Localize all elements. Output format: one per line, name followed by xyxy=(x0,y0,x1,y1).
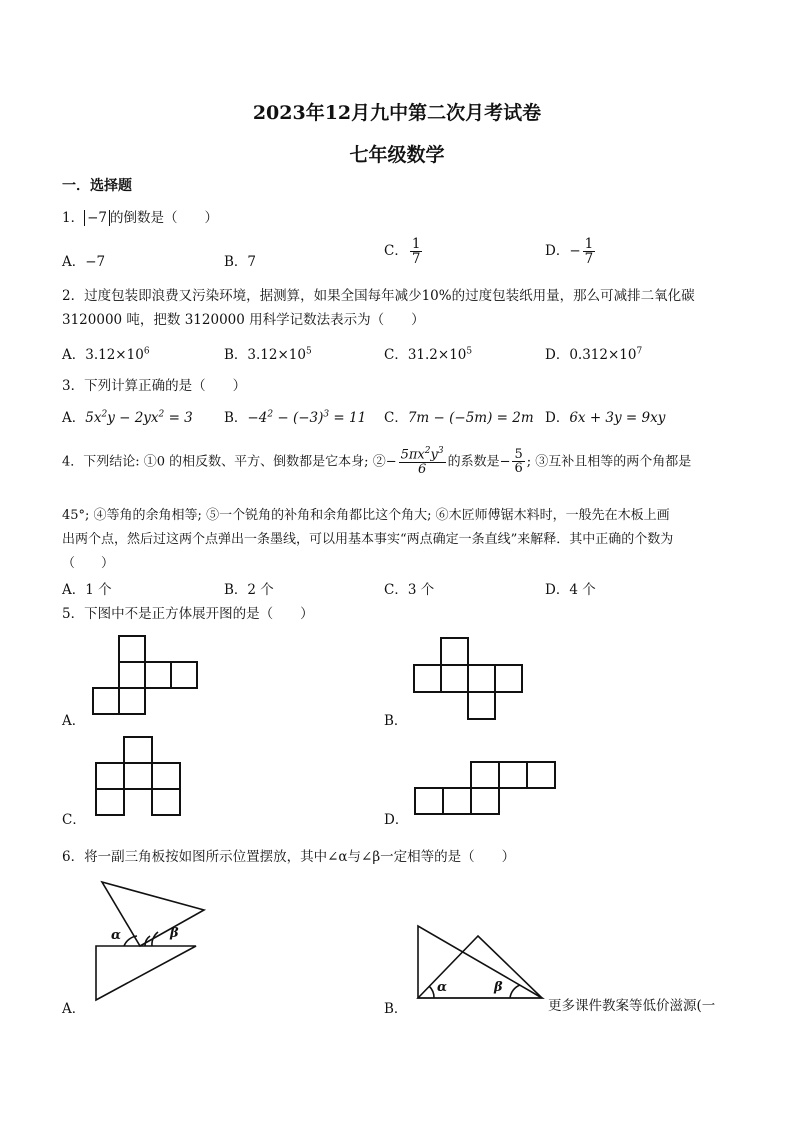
q3-option-d: D．6x + 3y = 9xy xyxy=(545,410,666,426)
exam-title: 2023年12月九中第二次月考试卷 xyxy=(252,102,542,124)
q1-option-c: C． $\frac{1}{7}$ xyxy=(384,236,421,268)
question-3-stem: 3．下列计算正确的是（ ） xyxy=(62,378,247,394)
question-6-stem: 6．将一副三角板按如图所示位置摆放，其中∠α与∠β一定相等的是（ ） xyxy=(62,849,516,865)
q2-option-b: B．$3.12\times 10^5$ xyxy=(224,346,312,363)
q4-option-c: C．3 个 xyxy=(384,582,435,598)
q2-option-d: D．$0.312\times 10^7$ xyxy=(545,346,643,363)
question-2-line-1: 2．过度包装即浪费又污染环境，据测算，如果全国每年减少10%的过度包装纸用量，那么可减排二氧化碳 xyxy=(62,288,695,304)
fig-a-beta-label: β xyxy=(170,926,179,941)
q5-option-a-label: A． xyxy=(62,713,86,729)
question-1-stem: 1． −7 的倒数是（ ） xyxy=(62,210,218,226)
exam-subtitle: 七年级数学 xyxy=(349,144,445,166)
q3-option-c: C．7m − (−5m) = 2m xyxy=(384,410,534,426)
q6-option-a-label: A． xyxy=(62,1001,86,1017)
question-4-line-1: 4．下列结论: ①0 的相反数、平方、倒数都是它本身; ②− $\frac{5\pi x^2y^3}{6}$ 的系数是− $\frac{5}{6}$ ; ③互补且相等的两个角都是 xyxy=(62,446,692,477)
question-4-line-3: 出两个点，然后过这两个点弹出一条墨线，可以用基本事实“两点确定一条直线”来解释．其中正确的个数为 xyxy=(62,532,674,547)
q5-option-b-label: B． xyxy=(384,713,408,729)
q4-option-b: B．2 个 xyxy=(224,582,274,598)
q4-option-d: D．4 个 xyxy=(545,582,596,598)
question-2-line-2: 3120000 吨，把数 3120000 用科学记数法表示为（ ） xyxy=(62,312,425,328)
cube-net-d xyxy=(415,762,555,814)
abs-value-expr: −7 xyxy=(84,210,110,226)
fig-b-alpha-label: α xyxy=(437,980,448,995)
cube-net-c xyxy=(96,737,180,815)
q1-option-a: A．−7 xyxy=(62,254,106,270)
q6-option-b-label: B． xyxy=(384,1001,408,1017)
q1-option-d: D．− $\frac{1}{7}$ xyxy=(545,236,594,268)
cube-net-a xyxy=(93,636,197,714)
q3-option-a: A．$5x^2y - 2yx^2 = 3$ xyxy=(62,409,193,426)
question-5-stem: 5．下图中不是正方体展开图的是（ ） xyxy=(62,606,314,622)
q3-option-b: B．$-4^2 - (-3)^3 = 11$ xyxy=(224,409,367,426)
section-heading: 一．选择题 xyxy=(62,178,132,194)
footer-note: 更多课件教案等低价滋源(一 xyxy=(548,998,716,1014)
q2-option-c: C．$31.2\times 10^5$ xyxy=(384,346,473,363)
q1-option-b: B．7 xyxy=(224,254,257,270)
question-4-line-2: 45°; ④等角的余角相等; ⑤一个锐角的补角和余角都比这个角大; ⑥木匠师傅锯木料时，一般先在木板上画 xyxy=(62,508,670,523)
question-4-line-4: （ ） xyxy=(62,556,115,571)
q2-option-a: A．$3.12\times 10^6$ xyxy=(62,346,150,363)
fig-b-beta-label: β xyxy=(494,980,503,995)
cube-net-b xyxy=(414,638,522,719)
q4-option-a: A．1 个 xyxy=(62,582,112,598)
fig-a-alpha-label: α xyxy=(111,928,122,943)
q5-option-d-label: D． xyxy=(384,812,409,828)
q5-option-c-label: C． xyxy=(62,812,86,828)
